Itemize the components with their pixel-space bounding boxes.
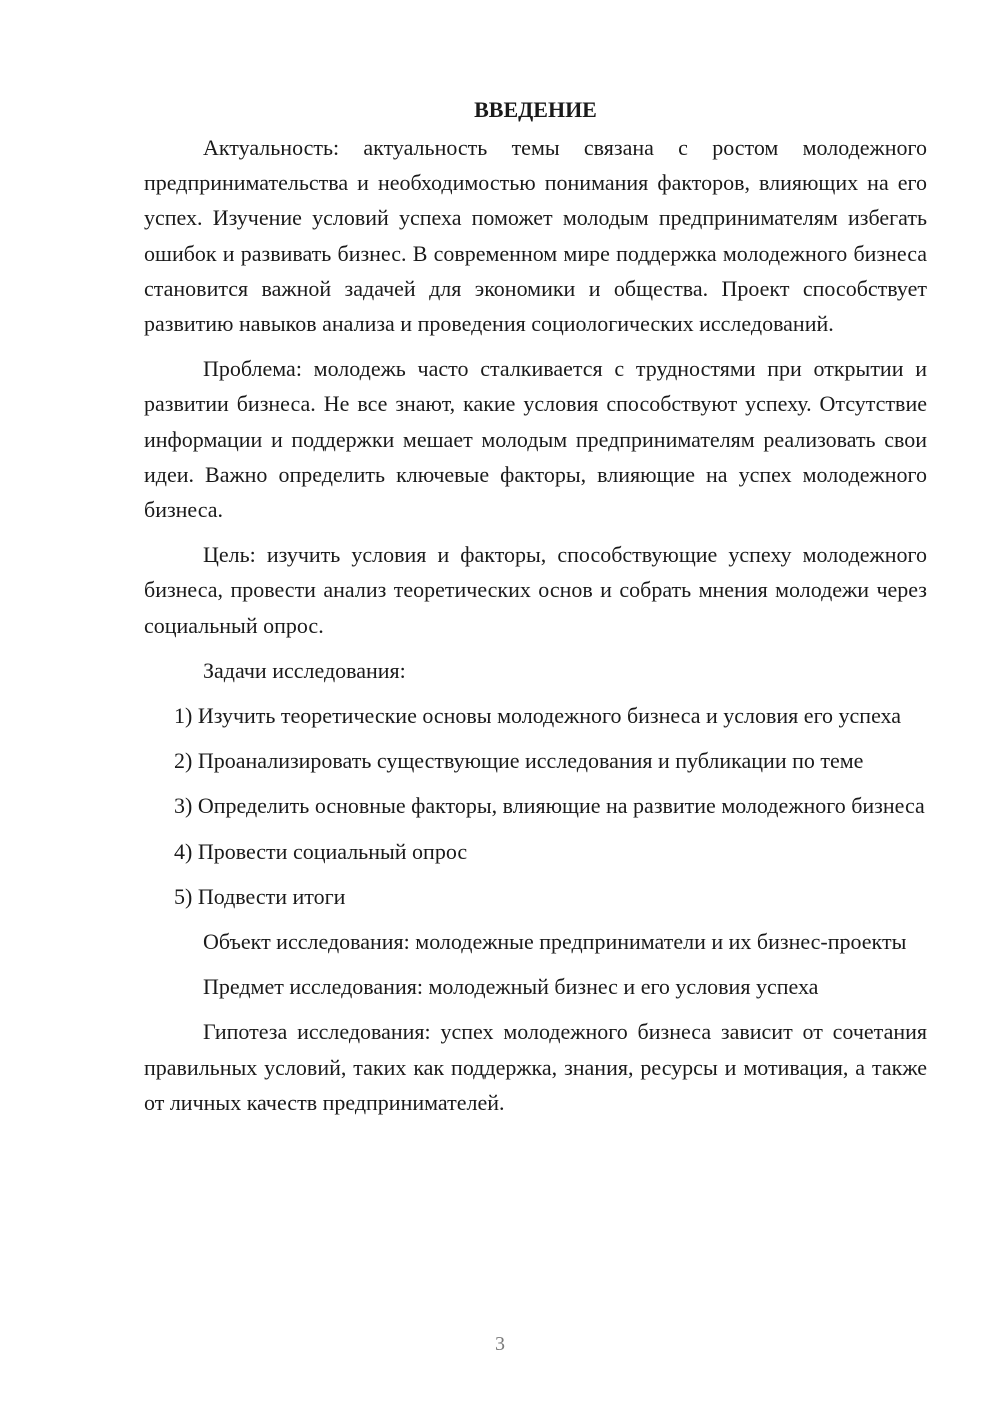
- task-item-1: 1) Изучить теоретические основы молодежного бизнеса и условия его успеха: [174, 703, 902, 729]
- tasks-title: Задачи исследования:: [203, 657, 406, 683]
- task-item-5: 5) Подвести итоги: [174, 883, 346, 909]
- page-number: 3: [495, 1333, 505, 1355]
- paragraph-goal: Цель: изучить условия и факторы, способствующие успеху молодежного бизнеса, провести анализ теоретических основ и собрать мнения молодежи через социальный опрос.: [144, 542, 927, 638]
- document-page: [144, 92, 927, 1130]
- task-item-3: 3) Определить основные факторы, влияющие на развитие молодежного бизнеса: [174, 793, 925, 819]
- paragraph-problem: Проблема: молодежь часто сталкивается с трудностями при открытии и развитии бизнеса. Не все знают, какие условия способствуют успеху. Отсутствие информации и поддержки мешает молодым предпринимателям реализовать свои идеи. Важно определить ключевые факторы, влияющие на успех молодежного бизнеса.: [144, 356, 927, 523]
- task-item-2: 2) Проанализировать существующие исследования и публикации по теме: [174, 748, 864, 774]
- paragraph-object: Объект исследования: молодежные предприниматели и их бизнес-проекты: [203, 929, 907, 955]
- section-heading: ВВЕДЕНИЕ: [474, 97, 597, 122]
- paragraph-subject: Предмет исследования: молодежный бизнес и его условия успеха: [203, 974, 819, 1000]
- task-item-4: 4) Провести социальный опрос: [174, 838, 468, 864]
- paragraph-hypothesis: Гипотеза исследования: успех молодежного бизнеса зависит от сочетания правильных условий, таких как поддержка, знания, ресурсы и мотивация, а также от личных качеств предпринимателей.: [144, 1019, 927, 1115]
- paragraph-relevance: Актуальность: актуальность темы связана с ростом молодежного предпринимательства и необходимостью понимания факторов, влияющих на его успех. Изучение условий успеха поможет молодым предпринимателям избегать ошибок и развивать бизнес. В современном мире поддержка молодежного бизнеса становится важной задачей для экономики и общества. Проект способствует развитию навыков анализа и проведения социологических исследований.: [144, 135, 927, 337]
